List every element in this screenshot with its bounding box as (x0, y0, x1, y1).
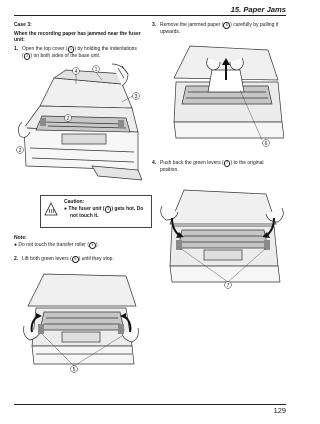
fig4-callout-7: 7 (226, 282, 230, 289)
caution-title: Caution: (64, 199, 85, 205)
step-1-line2: ( 2 ) on both sides of the base unit. (22, 53, 101, 60)
caution-line2: not touch it. (70, 213, 99, 219)
caution-line1: ● The fuser unit ( 3 ) gets hot. Do (64, 206, 144, 213)
step-3-line1: 3. Remove the jammed paper ( 6 ) carefully by pulling it (152, 22, 279, 29)
step-4-line1: 4. Push back the green levers ( 7 ) to the original (152, 160, 264, 167)
figure-lift-green-levers (22, 266, 140, 376)
note-title: Note: (14, 235, 27, 241)
step-1-line1: 1. Open the top cover ( 1 ) by holding the indentations (14, 46, 137, 53)
ref-callout-6: 6 (223, 22, 230, 29)
step-2-number: 2. (14, 256, 19, 263)
fig1-callout-3: 3 (134, 93, 138, 100)
ref-callout-1: 1 (68, 46, 75, 53)
header-divider (14, 15, 286, 16)
footer-divider (14, 404, 286, 405)
case-subtitle-line2: unit: (14, 37, 25, 43)
page-header-title: 15. Paper Jams (230, 5, 286, 14)
ref-callout-3: 3 (105, 206, 112, 213)
step-4-number: 4. (152, 160, 157, 167)
fig2-callout-5: 5 (72, 366, 76, 373)
fig1-callout-1: 1 (94, 66, 98, 73)
case-title: Case 3: (14, 22, 32, 28)
fig1-callout-4: 4 (74, 68, 78, 75)
ref-callout-5: 5 (72, 256, 79, 263)
step-4-line2: position. (160, 167, 179, 173)
ref-callout-2: 2 (24, 53, 31, 60)
figure-remove-jammed-paper (166, 40, 284, 148)
step-3-line2: upwards. (160, 29, 181, 35)
figure-open-top-cover (14, 62, 142, 188)
case-subtitle-line1: When the recording paper has jammed near the fuser (14, 31, 141, 37)
ref-callout-7: 7 (224, 160, 231, 167)
step-2-line: 2. Lift both green levers ( 5 ) until they stop. (14, 256, 114, 263)
step-1-number: 1. (14, 46, 19, 53)
fig3-callout-6: 6 (264, 140, 268, 147)
figure-push-levers-back (158, 182, 286, 292)
note-line: ● Do not touch the transfer roller ( 4 ). (14, 242, 99, 249)
fig1-callout-2-center: 2 (66, 115, 70, 122)
warning-hot-surface-icon (44, 202, 58, 216)
ref-callout-4: 4 (89, 242, 96, 249)
page-number: 129 (273, 406, 286, 415)
step-3-number: 3. (152, 22, 157, 29)
fig1-callout-2-left: 2 (18, 147, 22, 154)
